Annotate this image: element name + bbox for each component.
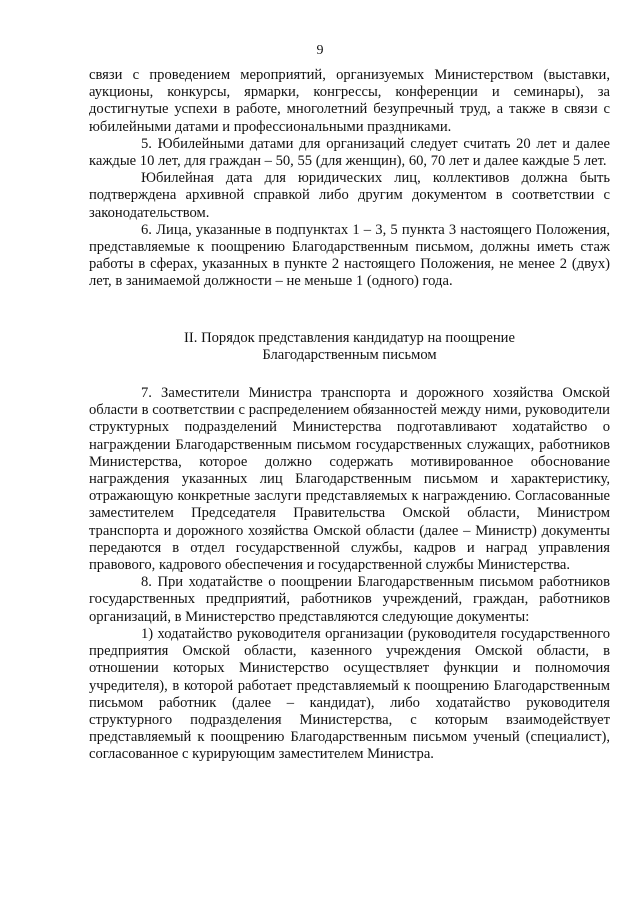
paragraph-item-5-jubilee: Юбилейная дата для юридических лиц, коллективов должна быть подтверждена архивной справкой либо другим документом в соответствии с законодательством. (89, 170, 610, 221)
section-heading (89, 330, 610, 364)
paragraph-continuation: связи с проведением мероприятий, организуемых Министерством (выставки, аукционы, конкурсы, ярмарки, конгрессы, конференции и семинары), за достигнутые успехи в работе, многолетний безупречный труд, а также в связи с юбилейными датами и профессиональными праздниками. (89, 67, 610, 135)
document-body (89, 67, 610, 764)
paragraph-item-6: 6. Лица, указанные в подпунктах 1 – 3, 5 пункта 3 настоящего Положения, представляемые к поощрению Благодарственным письмом, должны иметь стаж работы в сферах, указанных в пункте 2 настоящего Положения, не менее 2 (двух) лет, в занимаемой должности – не меньше 1 (одного) года. (89, 221, 610, 290)
paragraph-item-8: 8. При ходатайстве о поощрении Благодарственным письмом работников государственных предприятий, работников учреждений, граждан, работников организаций, в Министерство представляются следующие документы: (89, 574, 610, 625)
section-heading-line-2: Благодарственным письмом (262, 346, 437, 363)
paragraph-item-5: 5. Юбилейными датами для организаций следует считать 20 лет и далее каждые 10 лет, для граждан – 50, 55 (для женщин), 60, 70 лет и далее каждые 5 лет. (89, 135, 610, 170)
paragraph-item-7: 7. Заместители Министра транспорта и дорожного хозяйства Омской области в соответствии с распределением обязанностей между ними, руководители структурных подразделений Министерства подготавливают ходатайство о награждении Благодарственным письмом государственных служащих, работников Министерства, которое должно содержать мотивированное обоснование награждения указанных лиц Благодарственным письмом и характеристику, отражающую конкретные заслуги представляемых к награждению. Согласованные заместителем Председателя Правительства Омской области, Министром транспорта и дорожного хозяйства Омской области (далее – Министр) документы передаются в отдел государственной службы, кадров и наград управления правового, кадрового обеспечения и государственной службы Министерства. (89, 385, 610, 574)
page-number: 9 (316, 43, 324, 58)
paragraph-item-8-1: 1) ходатайство руководителя организации (руководителя государственного предприятия Омской области, казенного учреждения Омской области, в отношении которых Министерство осуществляет функции и полномочия учредителя), в которой работает представляемый к поощрению Благодарственным письмом работник (далее – кандидат), либо ходатайство руководителя структурного подразделения Министерства, с которым взаимодействует представляемый к поощрению Благодарственным письмом ученый (специалист), согласованное с курирующим заместителем Министра. (89, 625, 610, 763)
section-heading-line-1: II. Порядок представления кандидатур на поощрение (184, 329, 515, 346)
